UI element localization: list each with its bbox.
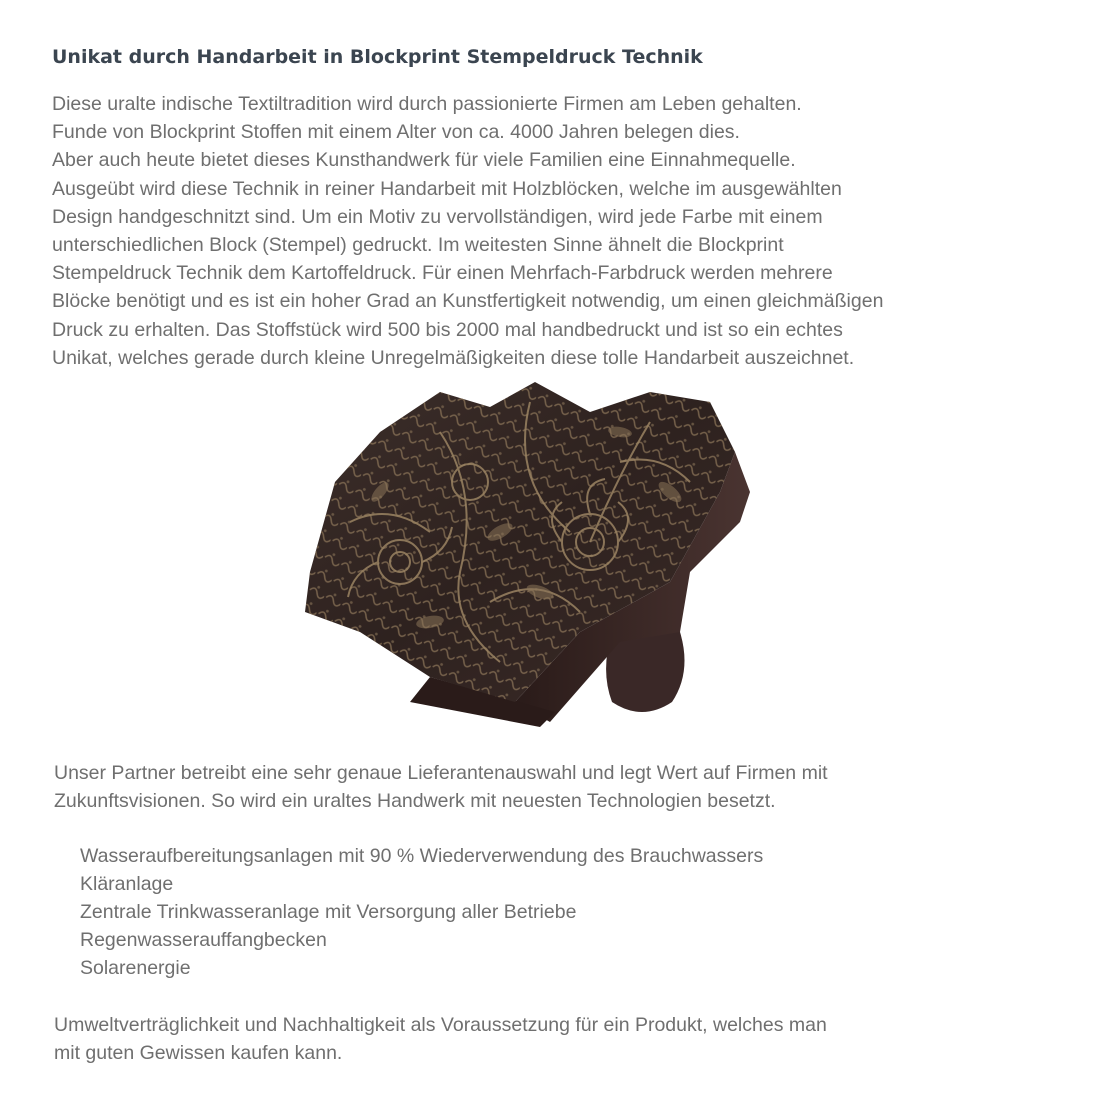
paragraph-line: Aber auch heute bietet dieses Kunsthandwerk für viele Familien eine Einnahmequelle.	[52, 149, 796, 172]
paragraph-line: Zukunftsvisionen. So wird ein uraltes Handwerk mit neuesten Technologien besetzt.	[54, 790, 776, 812]
feature-list	[80, 842, 763, 982]
paragraph-line: Druck zu erhalten. Das Stoffstück wird 500 bis 2000 mal handbedruckt und ist so ein echtes	[52, 318, 843, 341]
list-item: Zentrale Trinkwasseranlage mit Versorgung aller Betriebe	[80, 901, 577, 923]
list-item: Kläranlage	[80, 873, 174, 895]
paragraph-line: Umweltverträglichkeit und Nachhaltigkeit als Voraussetzung für ein Produkt, welches man	[54, 1014, 827, 1036]
list-item: Solarenergie	[80, 957, 191, 979]
paragraph-line: unterschiedlichen Block (Stempel) gedruckt. Im weitesten Sinne ähnelt die Blockprint	[52, 234, 784, 257]
paragraph-line: Blöcke benötigt und es ist ein hoher Grad an Kunstfertigkeit notwendig, um einen gleichmäßigen	[52, 290, 884, 313]
list-item: Wasseraufbereitungsanlagen mit 90 % Wiederverwendung des Brauchwassers	[80, 845, 764, 867]
printing-block-illustration	[290, 372, 760, 742]
list-item: Regenwasserauffangbecken	[80, 929, 327, 951]
paragraph-line: Diese uralte indische Textiltradition wird durch passionierte Firmen am Leben gehalten.	[52, 93, 802, 115]
paragraph-line: Ausgeübt wird diese Technik in reiner Handarbeit mit Holzblöcken, welche im ausgewählten	[52, 177, 842, 200]
partner-paragraph	[54, 759, 828, 815]
paragraph-line: mit guten Gewissen kaufen kann.	[54, 1042, 343, 1064]
intro-paragraph	[52, 90, 1092, 372]
closing-paragraph	[54, 1011, 827, 1067]
wooden-printing-block-image	[290, 372, 760, 742]
section-heading: Unikat durch Handarbeit in Blockprint Stempeldruck Technik	[52, 46, 703, 68]
paragraph-line: Design handgeschnitzt sind. Um ein Motiv zu vervollständigen, wird jede Farbe mit einem	[52, 205, 823, 228]
paragraph-line: Unikat, welches gerade durch kleine Unregelmäßigkeiten diese tolle Handarbeit auszeichnet.	[52, 346, 855, 369]
paragraph-line: Unser Partner betreibt eine sehr genaue Lieferantenauswahl und legt Wert auf Firmen mit	[54, 762, 828, 784]
paragraph-line: Funde von Blockprint Stoffen mit einem Alter von ca. 4000 Jahren belegen dies.	[52, 121, 740, 144]
paragraph-line: Stempeldruck Technik dem Kartoffeldruck. Für einen Mehrfach-Farbdruck werden mehrere	[52, 262, 833, 285]
